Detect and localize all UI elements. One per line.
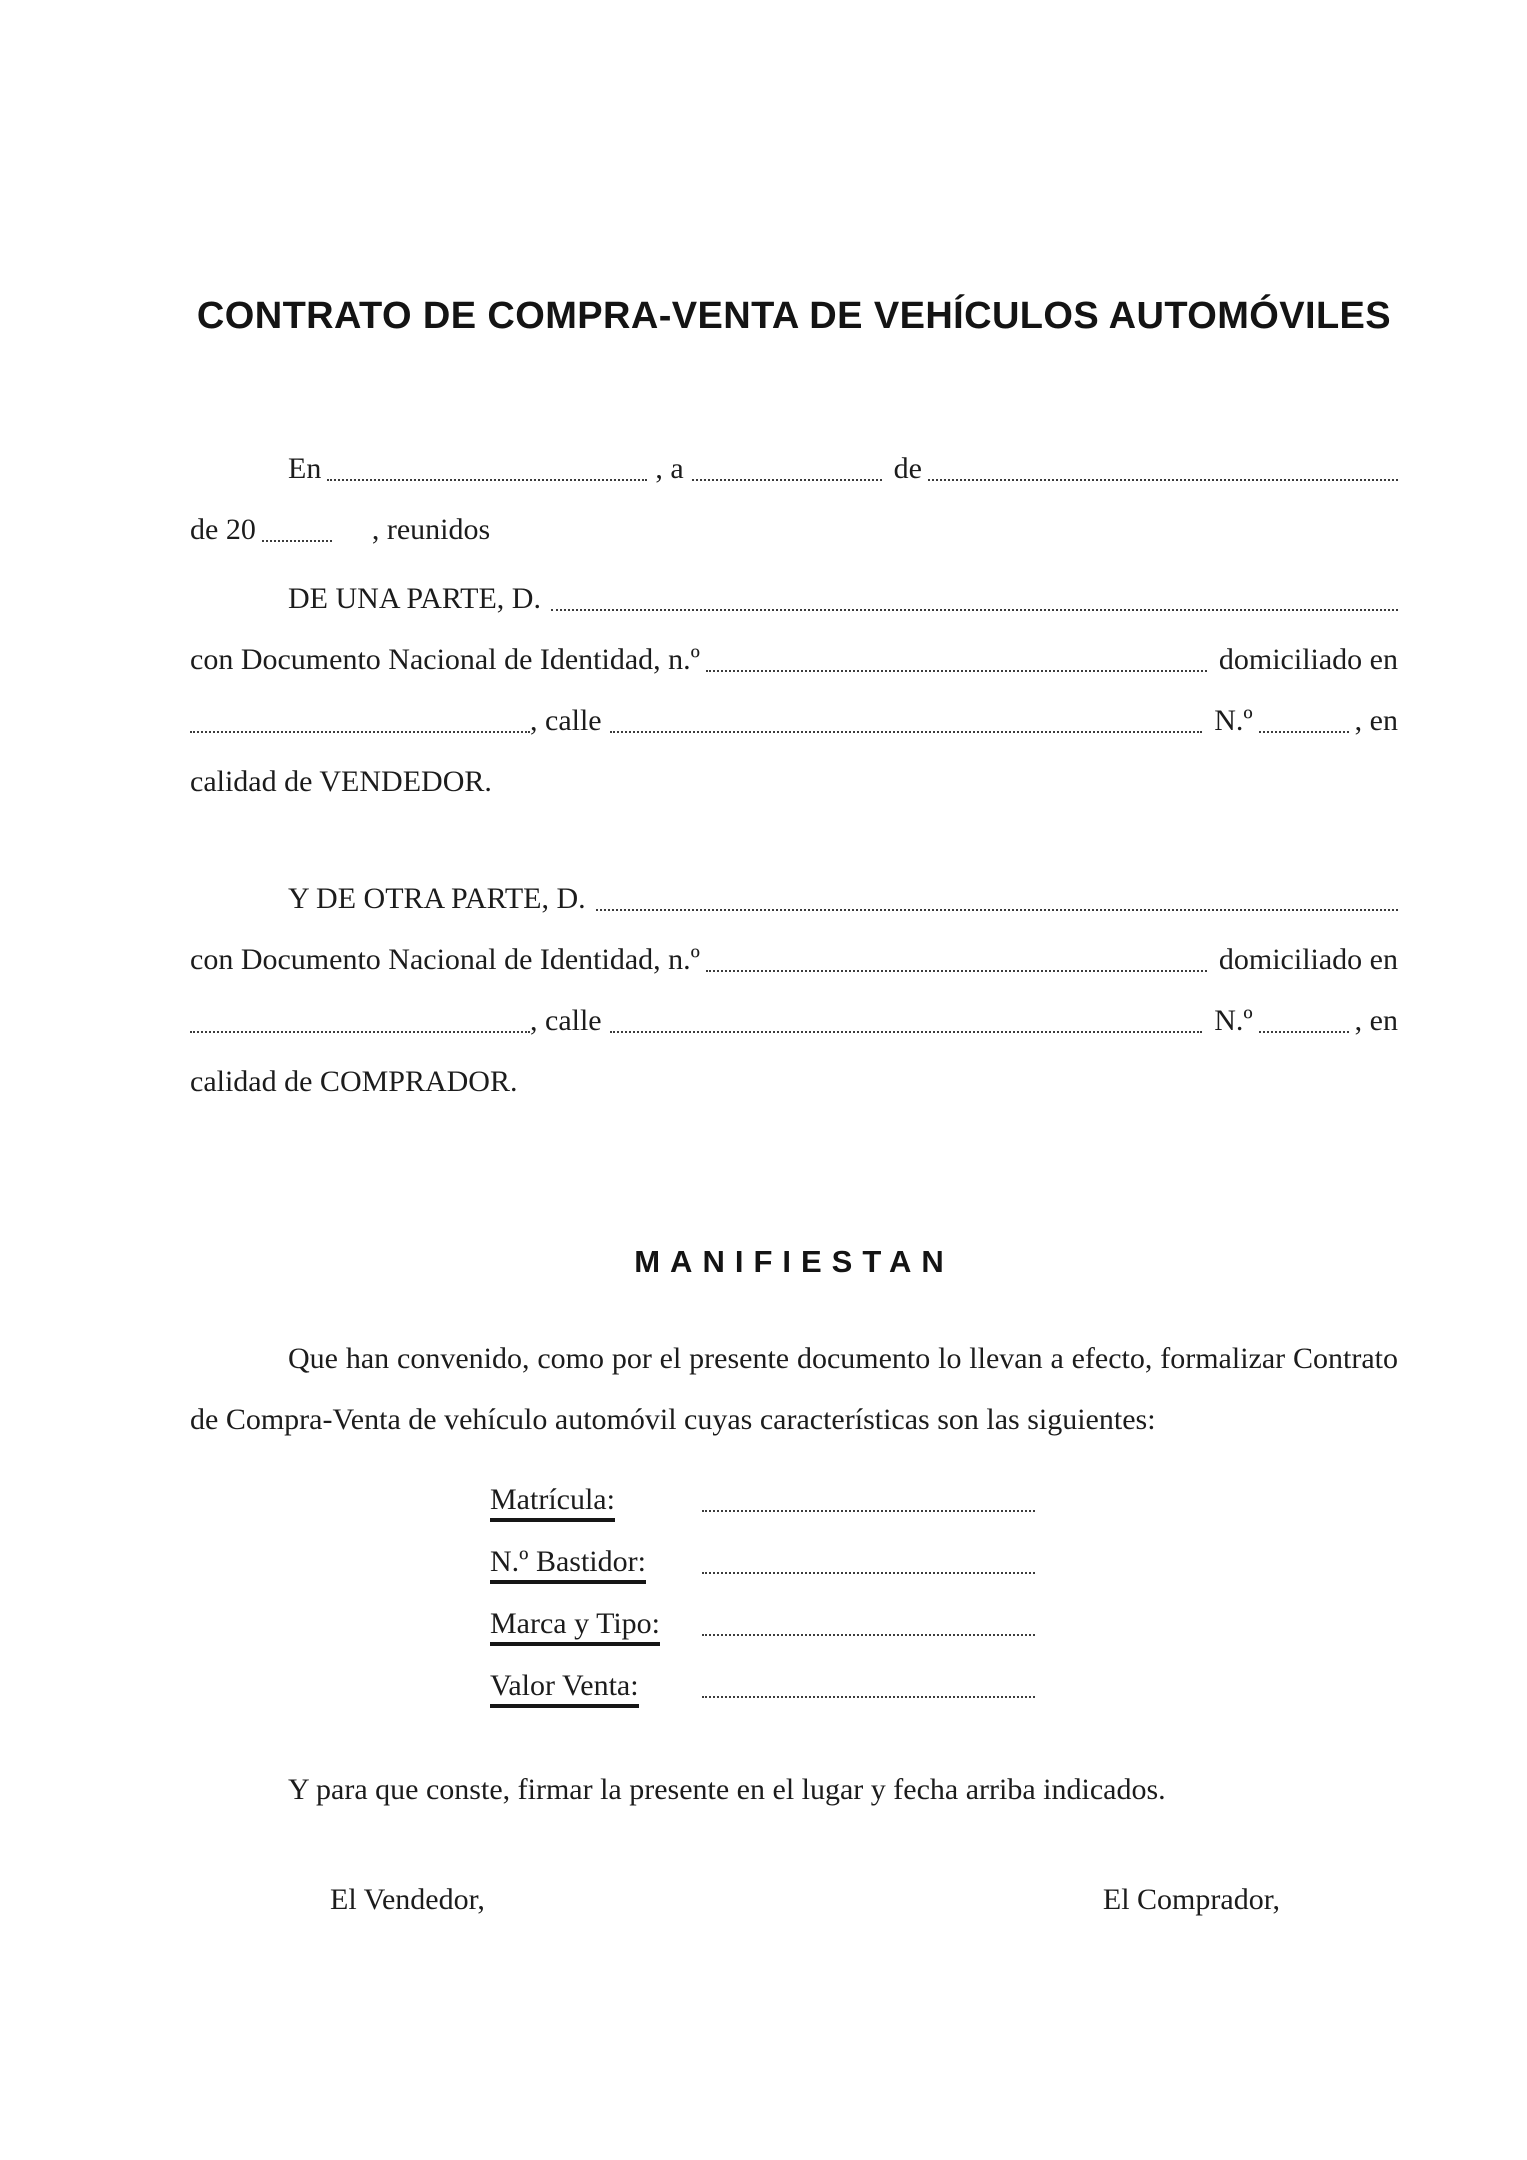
- marca-tipo-blank: [702, 1634, 1035, 1636]
- bastidor-row: [190, 1540, 1398, 1584]
- seller-dni-line: [190, 629, 1398, 690]
- seller-section: [190, 568, 1398, 812]
- marca-tipo-label-box: [490, 1602, 702, 1646]
- buyer-opening-line: [190, 868, 1398, 929]
- closing-sentence: Y para que conste, firmar la presente en el lugar y fecha arriba indicados.: [288, 1773, 1166, 1806]
- de-label: de: [893, 452, 922, 485]
- valor-venta-row: [190, 1664, 1398, 1708]
- buyer-capacity-line: [190, 1051, 1398, 1112]
- buyer-opening-label: Y DE OTRA PARTE, D.: [288, 882, 586, 915]
- intro-paragraph: [190, 438, 1398, 560]
- intro-line-year: [190, 499, 1398, 560]
- buyer-street-label: , calle: [530, 1004, 602, 1037]
- buyer-en-label: , en: [1354, 1004, 1398, 1037]
- marca-tipo-label: Marca y Tipo:: [490, 1607, 660, 1646]
- year-blank: [262, 540, 332, 542]
- buyer-name-blank: [596, 909, 1398, 911]
- buyer-dni-label: con Documento Nacional de Identidad, n.º: [190, 943, 700, 976]
- signatures-row: [190, 1869, 1398, 1930]
- seller-capacity-label: calidad de VENDEDOR.: [190, 765, 492, 798]
- seller-number-label: N.º: [1214, 704, 1253, 737]
- matricula-label-box: [490, 1478, 702, 1522]
- vehicle-details-section: [190, 1478, 1398, 1708]
- year-prefix-label: de 20: [190, 513, 256, 546]
- seller-en-label: , en: [1354, 704, 1398, 737]
- buyer-city-blank: [190, 1031, 530, 1033]
- bastidor-label-box: [490, 1540, 702, 1584]
- valor-venta-blank: [702, 1696, 1035, 1698]
- buyer-capacity-label: calidad de COMPRADOR.: [190, 1065, 518, 1098]
- bastidor-label: N.º Bastidor:: [490, 1545, 646, 1584]
- document-title: CONTRATO DE COMPRA-VENTA DE VEHÍCULOS AUTOMÓVILES: [196, 295, 1392, 337]
- seller-opening-label: DE UNA PARTE, D.: [288, 582, 541, 615]
- buyer-street-blank: [610, 1031, 1203, 1033]
- seller-street-label: , calle: [530, 704, 602, 737]
- seller-capacity-line: [190, 751, 1398, 812]
- seller-city-blank: [190, 731, 530, 733]
- day-blank: [692, 479, 882, 481]
- bastidor-blank: [702, 1572, 1035, 1574]
- seller-address-line: [190, 690, 1398, 751]
- seller-name-blank: [551, 609, 1398, 611]
- buyer-dni-blank: [706, 970, 1207, 972]
- matricula-blank: [702, 1510, 1035, 1512]
- month-blank: [928, 479, 1398, 481]
- seller-street-blank: [610, 731, 1203, 733]
- a-label: , a: [655, 452, 684, 485]
- buyer-signature-label: El Comprador,: [1102, 1883, 1280, 1916]
- buyer-section: [190, 868, 1398, 1112]
- seller-dni-label: con Documento Nacional de Identidad, n.º: [190, 643, 700, 676]
- seller-opening-line: [190, 568, 1398, 629]
- seller-domicile-label: domiciliado en: [1218, 643, 1398, 676]
- marca-tipo-row: [190, 1602, 1398, 1646]
- seller-number-blank: [1259, 731, 1349, 733]
- intro-line-place-date: [190, 438, 1398, 499]
- manifest-heading: MANIFIESTAN: [634, 1244, 954, 1279]
- buyer-number-label: N.º: [1214, 1004, 1253, 1037]
- matricula-label: Matrícula:: [490, 1483, 615, 1522]
- seller-dni-blank: [706, 670, 1207, 672]
- valor-venta-label-box: [490, 1664, 702, 1708]
- seller-signature-label: El Vendedor,: [330, 1883, 485, 1916]
- place-blank: [327, 479, 647, 481]
- manifest-paragraph: Que han convenido, como por el presente documento lo llevan a efecto, formalizar Contrato de Compra-Venta de vehículo automóvil cuyas características son las siguientes:: [190, 1342, 1398, 1436]
- valor-venta-label: Valor Venta:: [490, 1669, 639, 1708]
- reunidos-label: , reunidos: [371, 513, 491, 546]
- buyer-address-line: [190, 990, 1398, 1051]
- buyer-number-blank: [1259, 1031, 1349, 1033]
- buyer-domicile-label: domiciliado en: [1218, 943, 1398, 976]
- en-label: En: [288, 452, 322, 485]
- buyer-dni-line: [190, 929, 1398, 990]
- matricula-row: [190, 1478, 1398, 1522]
